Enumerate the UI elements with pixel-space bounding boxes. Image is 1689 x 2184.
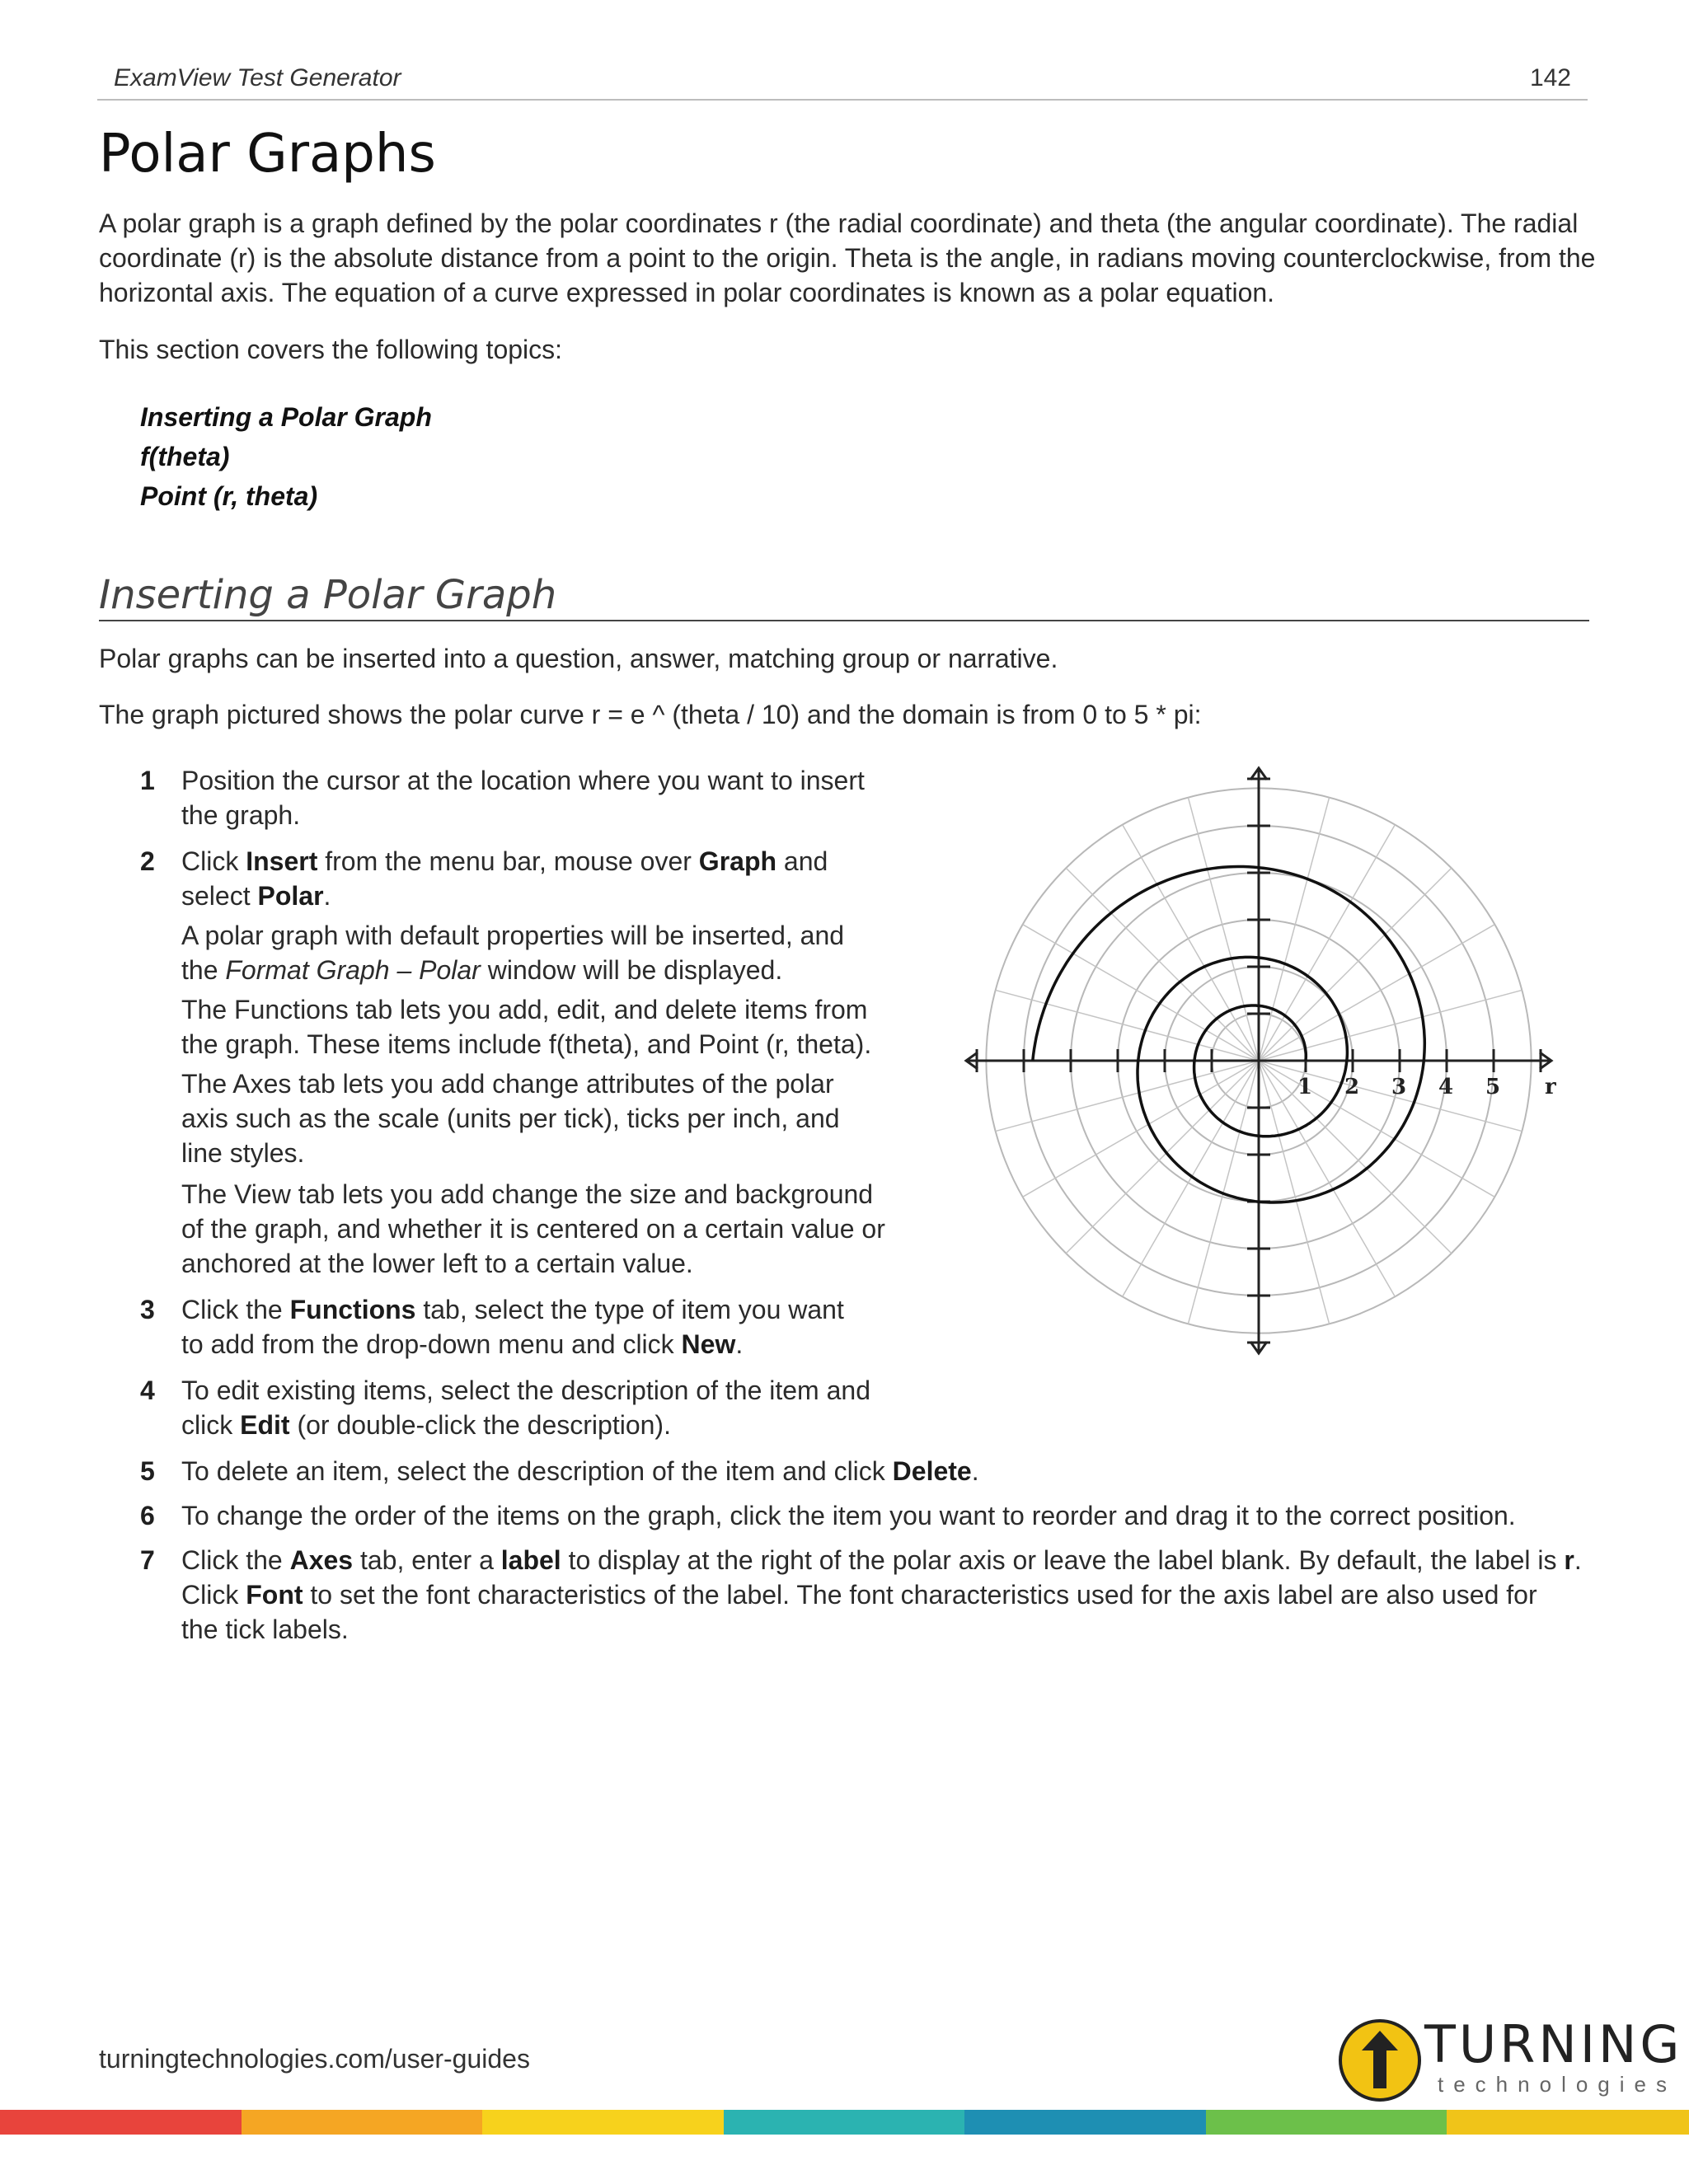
page-title: Polar Graphs (99, 124, 436, 185)
color-bar-segment (0, 2110, 242, 2135)
header-title: ExamView Test Generator (114, 64, 401, 91)
step-text: tab, select the type of item you want (415, 1295, 844, 1324)
topic-link[interactable]: f(theta) (140, 442, 230, 471)
step-text: To change the order of the items on the graph, click the item you want to reorder and drag it to the correct position. (181, 1501, 1516, 1530)
step-number: 2 (140, 846, 155, 876)
color-bar-segment (242, 2110, 484, 2135)
default-label: r (1564, 1545, 1574, 1575)
detail-text: the graph. These items include f(theta), and Point (r, theta). (181, 1029, 872, 1059)
color-bar-segment (1447, 2110, 1689, 2135)
step-text: To edit existing items, select the description of the item and (181, 1376, 870, 1405)
step-text: . (735, 1329, 744, 1359)
detail-text: of the graph, and whether it is centered on a certain value or (181, 1214, 885, 1244)
page-number: 142 (1529, 64, 1571, 91)
detail-text: A polar graph with default properties will be inserted, and (181, 921, 845, 950)
tab-term: Functions (289, 1295, 416, 1324)
tick-label: 4 (1438, 1075, 1454, 1099)
section-heading-text: Inserting a Polar Graph (99, 572, 557, 618)
step-text: tab, enter a (353, 1545, 501, 1575)
section-paragraph: Polar graphs can be inserted into a question, answer, matching group or narrative. (99, 644, 1058, 673)
detail-text: window will be displayed. (480, 955, 783, 985)
covers-text: This section covers the following topics: (99, 335, 563, 364)
grid-radial-line (1066, 868, 1259, 1061)
page-header (97, 59, 1588, 101)
button-term: Edit (240, 1410, 290, 1440)
grid-radial-line (1259, 798, 1330, 1061)
grid-radial-line (1259, 1061, 1395, 1296)
step-text: and (776, 846, 828, 876)
grid-radial-line (1066, 1061, 1259, 1254)
step-2-detail (181, 1177, 885, 1281)
grid-radial-line (1123, 825, 1259, 1061)
detail-text: the (181, 955, 226, 985)
step-text: . (1574, 1545, 1582, 1575)
tick-label: 1 (1297, 1075, 1313, 1099)
axis-label: r (1545, 1075, 1556, 1099)
step-text: . (971, 1456, 979, 1486)
step-number: 3 (140, 1295, 155, 1324)
company-logo (1335, 2011, 1683, 2102)
menu-term: Insert (246, 846, 318, 876)
field-term: label (500, 1545, 561, 1575)
tick-label: 3 (1391, 1075, 1407, 1099)
window-name: Format Graph – Polar (225, 955, 481, 985)
intro-paragraph: A polar graph is a graph defined by the polar coordinates r (the radial coordinate) and theta (the angular coordinate). The radial coordinate (r) is the absolute distance from a point to the origin. Theta is the angle, in radians moving counterclockwise, from the horizontal axis. The equation of a curve expressed in polar coordinates is known as a polar equation. (99, 209, 1596, 307)
grid-radial-line (1023, 1061, 1259, 1197)
menu-term: Graph (698, 846, 777, 876)
step-text: to add from the drop-down menu and click (181, 1329, 682, 1359)
tick-label: 5 (1485, 1075, 1501, 1099)
step-2-detail (181, 1066, 840, 1170)
step-text: Position the cursor at the location where you want to insert (181, 766, 865, 795)
menu-term: Polar (257, 881, 324, 911)
detail-text: The Functions tab lets you add, edit, and delete items from (181, 995, 868, 1024)
step-text: (or double-click the description). (289, 1410, 671, 1440)
button-term: Delete (892, 1456, 972, 1486)
detail-text: The Axes tab lets you add change attributes of the polar (181, 1069, 834, 1099)
topic-list (140, 397, 432, 516)
step-number: 6 (140, 1501, 155, 1530)
grid-radial-line (1259, 1061, 1330, 1324)
color-bar-segment (964, 2110, 1207, 2135)
step-number: 7 (140, 1545, 155, 1575)
color-bar-segment (482, 2110, 725, 2135)
step-text: Click the (181, 1295, 290, 1324)
up-arrow-icon (1362, 2031, 1398, 2088)
detail-text: The View tab lets you add change the size and background (181, 1179, 874, 1209)
button-term: New (681, 1329, 736, 1359)
step-text: the graph. (181, 800, 301, 830)
step-text: from the menu bar, mouse over (317, 846, 699, 876)
polar-graph (956, 762, 1556, 1356)
color-bar-segment (1206, 2110, 1448, 2135)
step-text: To delete an item, select the description of the item and click (181, 1456, 893, 1486)
logo-subtitle: technologies (1438, 2072, 1677, 2097)
step-text: the tick labels. (181, 1615, 349, 1644)
tick-label: 2 (1344, 1075, 1360, 1099)
grid-radial-line (1259, 825, 1395, 1061)
step-number: 1 (140, 766, 155, 795)
grid-radial-line (1123, 1061, 1259, 1296)
step-number: 5 (140, 1456, 155, 1486)
step-text: . (323, 881, 331, 911)
step-text: Click the (181, 1545, 290, 1575)
color-bar-segment (724, 2110, 966, 2135)
step-text: to display at the right of the polar axis or leave the label blank. By default, the label is (561, 1545, 1565, 1575)
step-2-detail (181, 918, 844, 987)
grid-radial-line (1188, 798, 1259, 1061)
topic-link[interactable]: Inserting a Polar Graph (140, 402, 432, 432)
step-2-detail (181, 992, 871, 1062)
step-number: 4 (140, 1376, 155, 1405)
tab-term: Axes (289, 1545, 354, 1575)
detail-text: line styles. (181, 1138, 305, 1168)
button-term: Font (246, 1580, 303, 1610)
step-text: click (181, 1410, 241, 1440)
grid-radial-line (1259, 1061, 1494, 1197)
step-text: Click (181, 846, 246, 876)
detail-text: axis such as the scale (units per tick), ticks per inch, and (181, 1104, 840, 1133)
step-text: select (181, 881, 258, 911)
detail-text: anchored at the lower left to a certain value. (181, 1249, 693, 1278)
grid-radial-line (1259, 925, 1494, 1061)
section-heading (99, 570, 1589, 621)
footer-url[interactable]: turningtechnologies.com/user-guides (99, 2044, 530, 2074)
grid-radial-line (1259, 990, 1522, 1061)
step-text: to set the font characteristics of the label. The font characteristics used for the axis label are also used for (303, 1580, 1537, 1610)
section-paragraph: The graph pictured shows the polar curve r = e ^ (theta / 10) and the domain is from 0 to 5 * pi: (99, 700, 1202, 729)
topic-link[interactable]: Point (r, theta) (140, 481, 318, 511)
footer-color-bar (0, 2110, 1688, 2135)
step-text: Click (181, 1580, 246, 1610)
logo-wordmark: TURNING (1424, 2014, 1683, 2074)
